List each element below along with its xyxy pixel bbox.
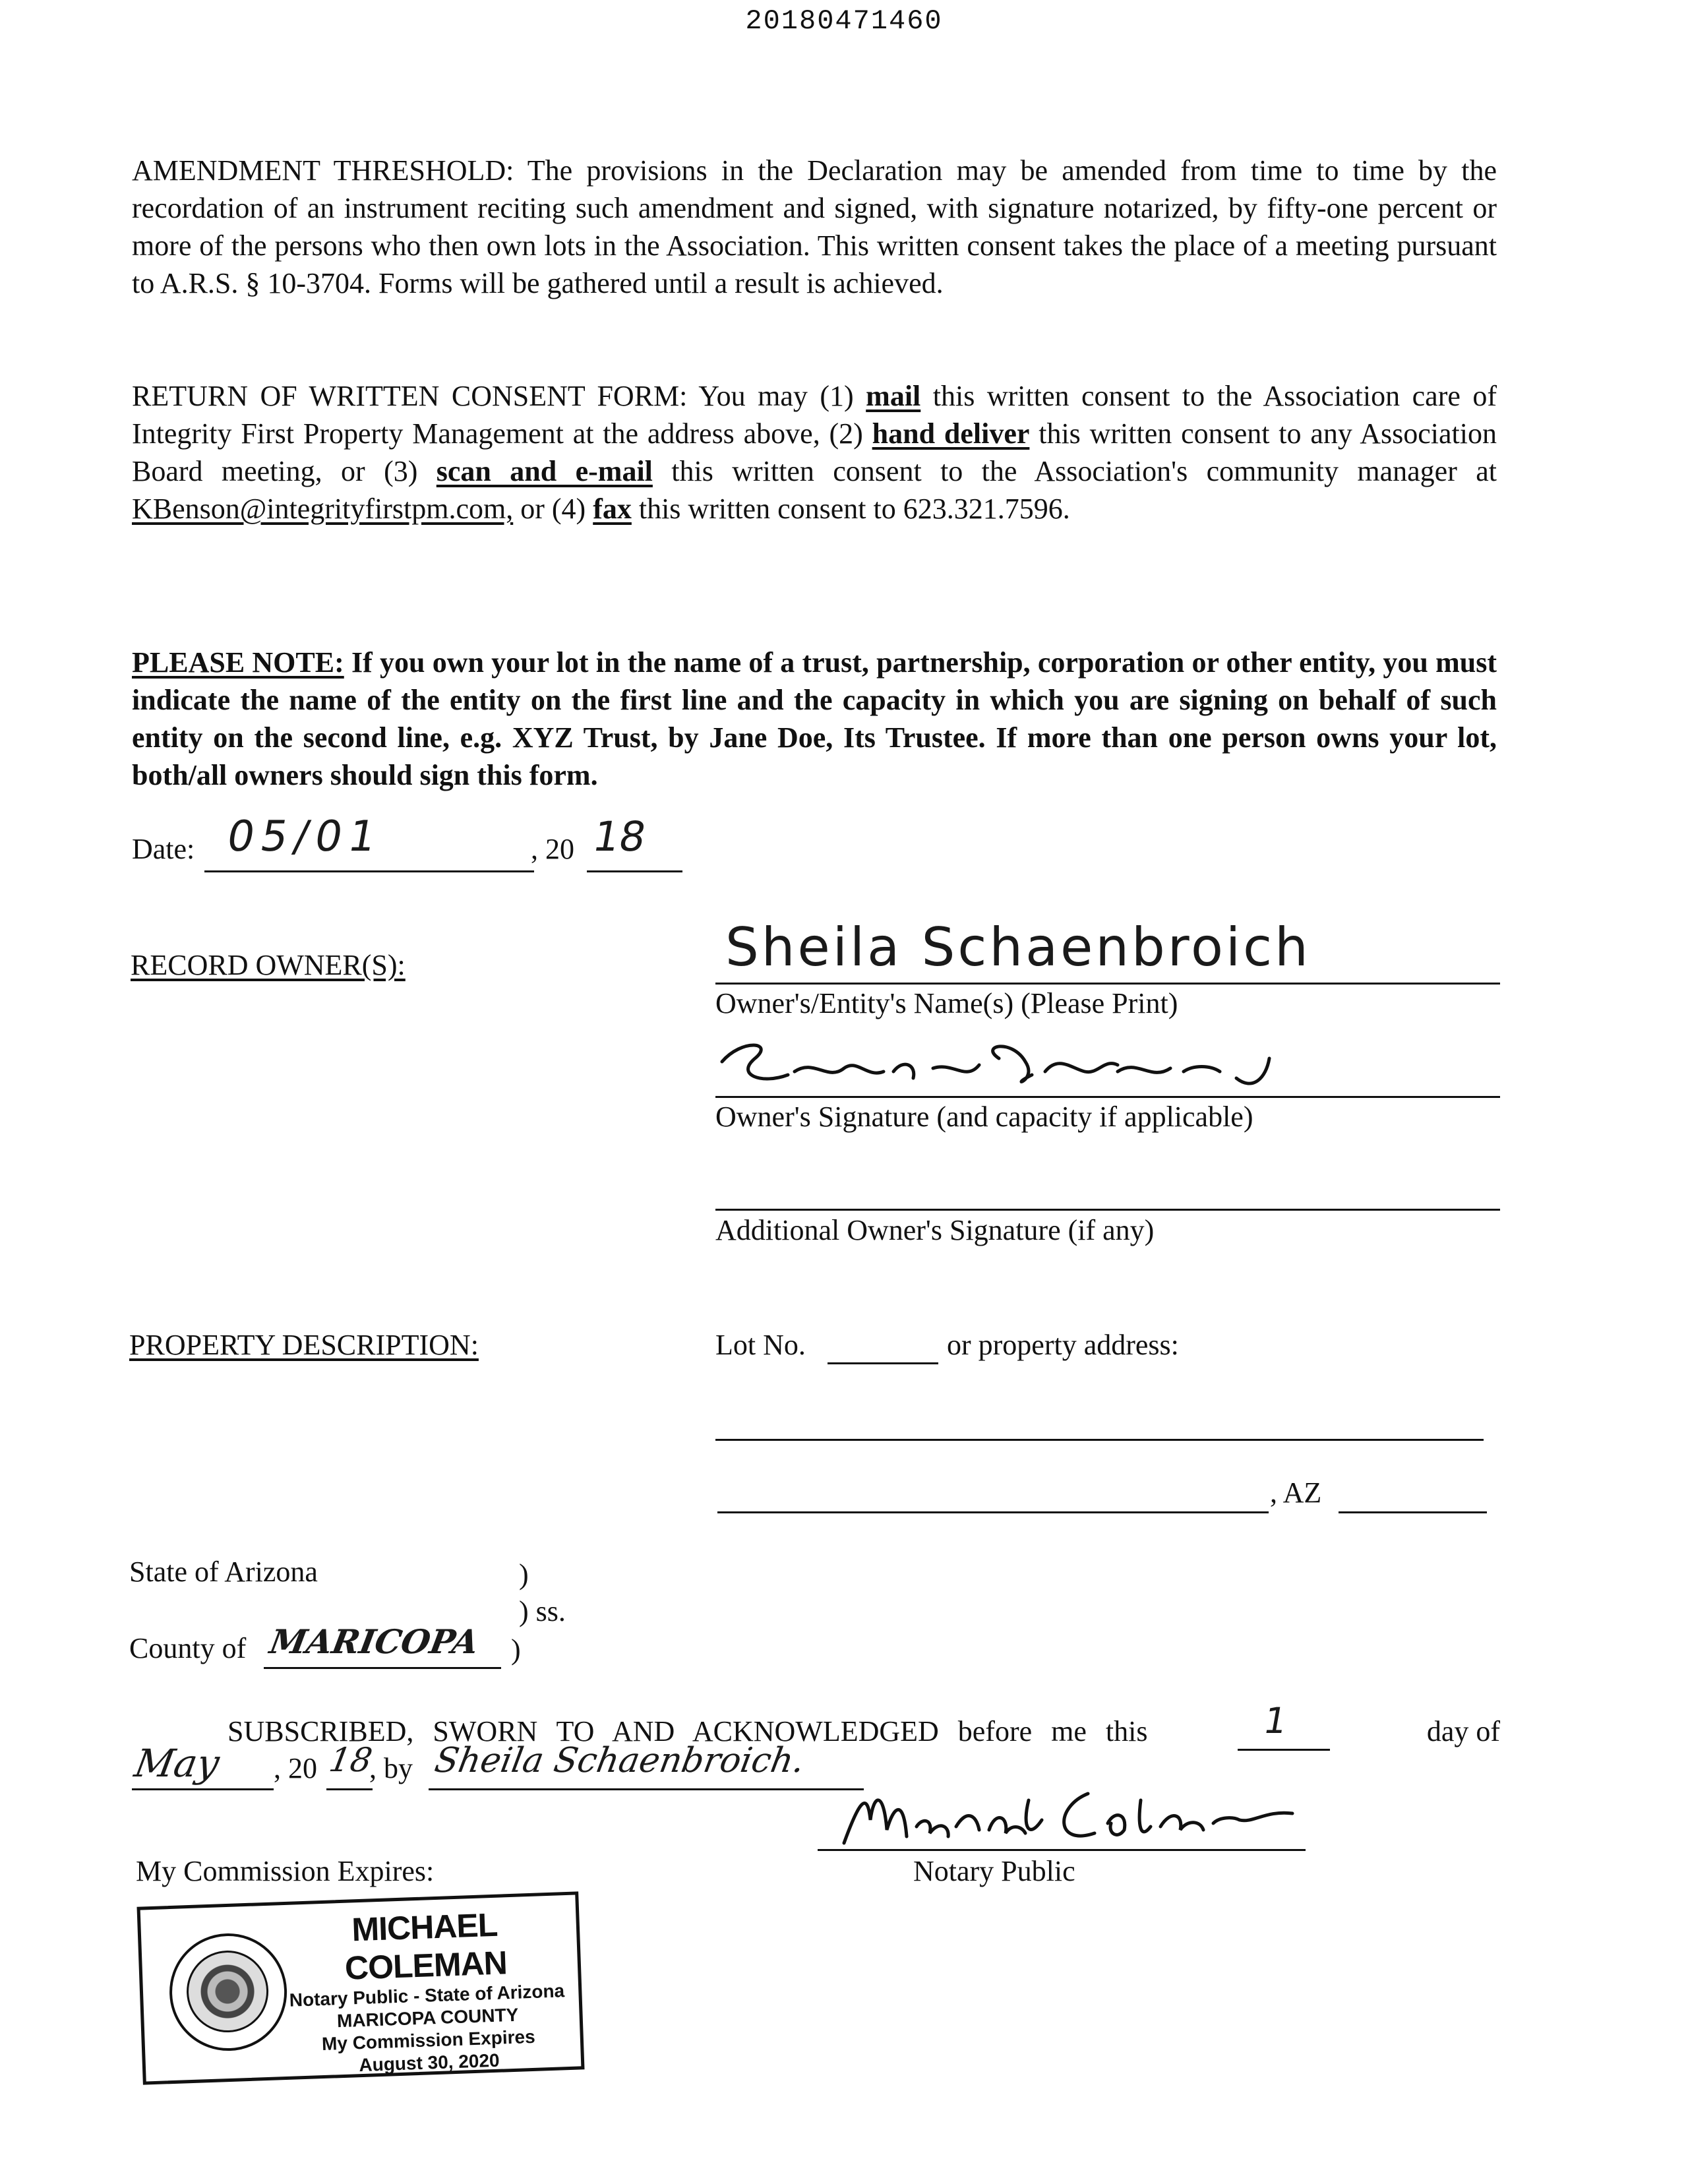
return-part6: this written consent to 623.321.7596. bbox=[638, 493, 1070, 525]
ss-label: ) ss. bbox=[519, 1595, 566, 1627]
stamp-notary-name: MICHAEL COLEMAN bbox=[344, 1906, 508, 1987]
lot-number-line[interactable] bbox=[828, 1362, 938, 1364]
signer-underline bbox=[429, 1788, 864, 1790]
stamp-line-state: Notary Public - State of Arizona bbox=[289, 1980, 565, 2011]
commission-expires-label: My Commission Expires: bbox=[136, 1855, 435, 1887]
return-part5: or (4) bbox=[520, 493, 586, 525]
please-note-paragraph bbox=[132, 644, 1497, 794]
day-handwritten[interactable]: 1 bbox=[1260, 1700, 1291, 1742]
date-year-handwritten[interactable]: 18 bbox=[589, 812, 650, 861]
signer-handwritten[interactable]: Sheila Schaenbroich. bbox=[431, 1741, 808, 1780]
by-label: , by bbox=[369, 1752, 413, 1784]
hand-deliver-emphasis: hand deliver bbox=[872, 417, 1030, 450]
notary-year-prefix: , 20 bbox=[274, 1752, 317, 1784]
month-underline bbox=[132, 1788, 274, 1790]
zip-line[interactable] bbox=[1339, 1511, 1487, 1513]
county-underline bbox=[264, 1667, 501, 1669]
notary-signature-line bbox=[818, 1849, 1306, 1851]
owner-name-line bbox=[715, 983, 1500, 985]
subscribed-line bbox=[227, 1700, 1500, 1748]
date-year-underline bbox=[587, 870, 682, 872]
notary-signature[interactable] bbox=[831, 1780, 1306, 1853]
notary-year-handwritten[interactable]: 18 bbox=[326, 1741, 375, 1779]
day-underline bbox=[1238, 1749, 1330, 1751]
mail-emphasis: mail bbox=[866, 380, 921, 412]
address-line-2[interactable] bbox=[717, 1511, 1269, 1513]
az-label: , AZ bbox=[1270, 1476, 1322, 1509]
lot-number-label: Lot No. bbox=[715, 1329, 806, 1361]
scan-email-emphasis: scan and e-mail bbox=[436, 455, 653, 487]
notary-stamp bbox=[136, 1891, 584, 2084]
return-part1: You may (1) bbox=[698, 380, 854, 412]
notary-year-underline bbox=[326, 1788, 373, 1790]
owner-signature[interactable] bbox=[715, 1035, 1309, 1095]
property-description-label: PROPERTY DESCRIPTION: bbox=[129, 1329, 479, 1361]
day-of-text: day of bbox=[1426, 1715, 1500, 1747]
please-note-text: If you own your lot in the name of a trust, partnership, corporation or other entity, you must indicate the name of the entity on the first line and the capacity in which you are signing on behalf of such entity on the second line, e.g. XYZ Trust, by Jane Doe, Its Trustee. If more than one person owns your lot, both/all owners should sign this form. bbox=[132, 646, 1497, 791]
day-field bbox=[1238, 1700, 1337, 1748]
please-note-heading: PLEASE NOTE: bbox=[132, 646, 344, 679]
county-handwritten[interactable]: MARICOPA bbox=[266, 1622, 482, 1661]
address-line-1[interactable] bbox=[715, 1439, 1484, 1441]
arizona-seal-icon bbox=[167, 1931, 289, 2053]
stamp-text-block bbox=[286, 1903, 568, 2079]
owner-signature-line bbox=[715, 1096, 1500, 1098]
amendment-heading: AMENDMENT THRESHOLD: bbox=[132, 154, 514, 187]
stamp-line-date: August 30, 2020 bbox=[358, 2049, 500, 2076]
return-form-paragraph bbox=[132, 377, 1497, 528]
fax-emphasis: fax bbox=[593, 493, 632, 525]
stamp-line-commission: My Commission Expires bbox=[321, 2026, 536, 2055]
notary-public-label: Notary Public bbox=[913, 1855, 1075, 1887]
stamp-line-county: MARICOPA COUNTY bbox=[336, 2004, 519, 2032]
property-address-label: or property address: bbox=[947, 1329, 1179, 1361]
return-part3: this written consent to any Association Board meeting, or (3) bbox=[132, 417, 1497, 487]
date-handwritten[interactable]: 05/01 bbox=[223, 812, 386, 861]
owner-printed-name[interactable]: Sheila Schaenbroich bbox=[725, 917, 1311, 978]
return-part4: this written consent to the Association's community manager at bbox=[671, 455, 1497, 487]
date-year-prefix: , 20 bbox=[531, 833, 574, 865]
state-label: State of Arizona bbox=[129, 1556, 318, 1588]
subscribed-text: SUBSCRIBED, SWORN TO AND ACKNOWLEDGED before me this bbox=[227, 1715, 1148, 1747]
state-paren: ) bbox=[519, 1558, 529, 1591]
date-underline bbox=[204, 870, 534, 872]
date-label: Date: bbox=[132, 833, 195, 865]
amendment-paragraph bbox=[132, 152, 1497, 302]
county-paren: ) bbox=[511, 1633, 521, 1666]
return-part2: this written consent to the Association care of Integrity First Property Management at the address above, (2) bbox=[132, 380, 1497, 450]
owner-name-caption: Owner's/Entity's Name(s) (Please Print) bbox=[715, 987, 1178, 1019]
additional-signature-caption: Additional Owner's Signature (if any) bbox=[715, 1214, 1155, 1246]
seal-center-icon bbox=[185, 1949, 270, 2034]
owner-signature-caption: Owner's Signature (and capacity if applicable) bbox=[715, 1101, 1253, 1133]
return-heading: RETURN OF WRITTEN CONSENT FORM: bbox=[132, 380, 688, 412]
document-number: 20180471460 bbox=[745, 5, 943, 37]
month-handwritten[interactable]: May bbox=[131, 1741, 223, 1786]
amendment-text: The provisions in the Declaration may be amended from time to time by the recordation of an instrument reciting such amendment and signed, with signature notarized, by fifty-one percent or more of the persons who then own lots in the Association. This written consent takes the place of a meeting pursuant to A.R.S. § 10-3704. Forms will be gathered until a result is achieved. bbox=[132, 154, 1497, 299]
additional-signature-line bbox=[715, 1209, 1500, 1211]
manager-email-link[interactable]: KBenson@integrityfirstpm.com, bbox=[132, 493, 514, 525]
record-owner-label: RECORD OWNER(S): bbox=[131, 949, 406, 981]
county-label: County of bbox=[129, 1632, 247, 1664]
